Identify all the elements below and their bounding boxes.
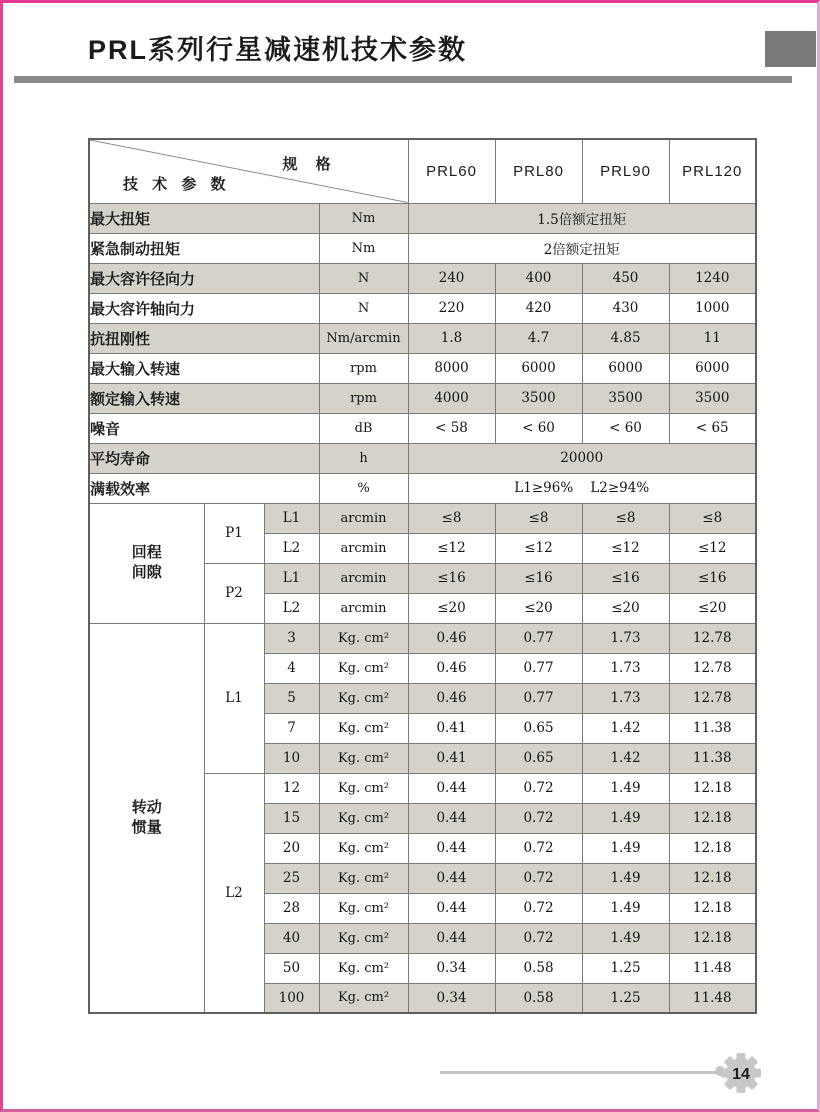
param-label: 最大容许轴向力 (89, 293, 319, 323)
value-cell: ≤20 (669, 593, 756, 623)
value-cell: ≤16 (495, 563, 582, 593)
value-cell: 1240 (669, 263, 756, 293)
section-label-line: 回程 (131, 544, 162, 561)
value-cell: ≤12 (495, 533, 582, 563)
value-cell: ≤16 (408, 563, 495, 593)
corner-label-parameters: 技 术 参 数 (123, 175, 231, 193)
table-row (89, 203, 756, 233)
value-cell: 0.44 (408, 923, 495, 953)
value-cell: < 58 (408, 413, 495, 443)
value-cell: 12.78 (669, 653, 756, 683)
value-cell: 0.72 (495, 923, 582, 953)
value-cell: 0.44 (408, 773, 495, 803)
sub-label: L2 (264, 533, 319, 563)
sub-label: 25 (264, 863, 319, 893)
corner-accent-block (765, 31, 816, 67)
value-cell: 1.42 (582, 743, 669, 773)
group-label: P1 (204, 503, 264, 563)
value-cell: 0.58 (495, 983, 582, 1013)
value-cell: 0.46 (408, 623, 495, 653)
unit-cell: Kg. cm² (319, 653, 408, 683)
value-cell: 6000 (669, 353, 756, 383)
table-row (89, 503, 756, 533)
sub-label: 3 (264, 623, 319, 653)
value-cell: 1.49 (582, 773, 669, 803)
section-label (89, 623, 204, 1013)
table-row (89, 323, 756, 353)
sub-label: 5 (264, 683, 319, 713)
value-cell: 0.72 (495, 893, 582, 923)
unit-cell: h (319, 443, 408, 473)
column-header-prl90: PRL90 (582, 139, 669, 203)
value-cell: 1.49 (582, 893, 669, 923)
corner-label-spec: 规 格 (282, 156, 338, 173)
value-cell: 4.7 (495, 323, 582, 353)
value-cell: 12.18 (669, 833, 756, 863)
value-cell: 12.18 (669, 773, 756, 803)
value-cell: ≤12 (408, 533, 495, 563)
unit-cell: Nm/arcmin (319, 323, 408, 353)
value-cell: 6000 (582, 353, 669, 383)
unit-cell: Kg. cm² (319, 953, 408, 983)
column-header-prl60: PRL60 (408, 139, 495, 203)
value-cell: 12.18 (669, 923, 756, 953)
unit-cell: Nm (319, 233, 408, 263)
value-cell: 1000 (669, 293, 756, 323)
value-cell: 0.41 (408, 713, 495, 743)
value-cell: 12.18 (669, 803, 756, 833)
column-header-prl80: PRL80 (495, 139, 582, 203)
corner-header-cell (89, 139, 408, 203)
unit-cell: Kg. cm² (319, 743, 408, 773)
value-cell: 1.49 (582, 923, 669, 953)
value-cell: 1.49 (582, 863, 669, 893)
sub-label: 20 (264, 833, 319, 863)
unit-cell: dB (319, 413, 408, 443)
value-cell: 0.41 (408, 743, 495, 773)
unit-cell: Kg. cm² (319, 893, 408, 923)
unit-cell: N (319, 293, 408, 323)
value-cell: 1.25 (582, 983, 669, 1013)
value-cell: ≤20 (582, 593, 669, 623)
value-cell: 6000 (495, 353, 582, 383)
value-cell: 1.8 (408, 323, 495, 353)
group-label: L1 (204, 623, 264, 773)
value-cell: 3500 (582, 383, 669, 413)
value-cell: 0.44 (408, 893, 495, 923)
unit-cell: rpm (319, 353, 408, 383)
value-cell: ≤8 (582, 503, 669, 533)
unit-cell: Kg. cm² (319, 623, 408, 653)
value-cell: 0.72 (495, 863, 582, 893)
value-cell: 450 (582, 263, 669, 293)
value-cell: 2倍额定扭矩 (408, 233, 756, 263)
unit-cell: arcmin (319, 503, 408, 533)
value-cell: 240 (408, 263, 495, 293)
table-row (89, 473, 756, 503)
value-cell: 20000 (408, 443, 756, 473)
unit-cell: Kg. cm² (319, 863, 408, 893)
unit-cell: Kg. cm² (319, 923, 408, 953)
value-cell: 1.25 (582, 953, 669, 983)
unit-cell: Kg. cm² (319, 983, 408, 1013)
value-cell: ≤8 (495, 503, 582, 533)
param-label: 平均寿命 (89, 443, 319, 473)
sub-label: L2 (264, 593, 319, 623)
value-cell: 0.44 (408, 833, 495, 863)
param-label: 抗扭刚性 (89, 323, 319, 353)
page-title: PRL系列行星减速机技术参数 (88, 35, 467, 65)
sub-label: L1 (264, 563, 319, 593)
sub-label: 50 (264, 953, 319, 983)
group-label: P2 (204, 563, 264, 623)
value-cell: 400 (495, 263, 582, 293)
page-number: 14 (732, 1066, 750, 1083)
value-cell: 11.48 (669, 953, 756, 983)
param-label: 最大输入转速 (89, 353, 319, 383)
unit-cell: Kg. cm² (319, 773, 408, 803)
value-cell: 0.65 (495, 743, 582, 773)
value-cell: < 65 (669, 413, 756, 443)
value-cell: 3500 (495, 383, 582, 413)
param-label: 满载效率 (89, 473, 319, 503)
unit-cell: Nm (319, 203, 408, 233)
value-cell: ≤12 (582, 533, 669, 563)
table-row (89, 263, 756, 293)
value-cell: 1.5倍额定扭矩 (408, 203, 756, 233)
value-cell: 3500 (669, 383, 756, 413)
value-cell: ≤12 (669, 533, 756, 563)
value-cell: 12.78 (669, 683, 756, 713)
table-row (89, 353, 756, 383)
value-cell: 11.48 (669, 983, 756, 1013)
value-cell: 0.77 (495, 683, 582, 713)
value-cell: 4000 (408, 383, 495, 413)
value-cell: 0.44 (408, 863, 495, 893)
value-cell: 0.72 (495, 833, 582, 863)
sub-label: 28 (264, 893, 319, 923)
value-cell: 0.72 (495, 773, 582, 803)
table-row (89, 233, 756, 263)
value-cell: 1.42 (582, 713, 669, 743)
value-cell: 11 (669, 323, 756, 353)
value-cell: 11.38 (669, 743, 756, 773)
sub-label: 15 (264, 803, 319, 833)
table-row (89, 623, 756, 653)
section-label-line: 惯量 (131, 818, 162, 836)
sub-label: L1 (264, 503, 319, 533)
param-label: 最大扭矩 (89, 203, 319, 233)
value-cell: 1.73 (582, 623, 669, 653)
param-label: 额定输入转速 (89, 383, 319, 413)
value-cell: ≤8 (669, 503, 756, 533)
sub-label: 7 (264, 713, 319, 743)
value-cell: 1.73 (582, 653, 669, 683)
sub-label: 40 (264, 923, 319, 953)
value-cell: ≤16 (669, 563, 756, 593)
unit-cell: arcmin (319, 533, 408, 563)
unit-cell: Kg. cm² (319, 803, 408, 833)
spec-table-body (89, 203, 756, 1013)
unit-cell: Kg. cm² (319, 713, 408, 743)
unit-cell: N (319, 263, 408, 293)
column-header-prl120: PRL120 (669, 139, 756, 203)
value-cell: 12.18 (669, 893, 756, 923)
value-cell: 12.78 (669, 623, 756, 653)
group-label: L2 (204, 773, 264, 1013)
param-label: 噪音 (89, 413, 319, 443)
value-cell: 0.72 (495, 803, 582, 833)
gear-icon (719, 1051, 763, 1095)
value-cell: 0.44 (408, 803, 495, 833)
param-label: 紧急制动扭矩 (89, 233, 319, 263)
spec-table (88, 138, 757, 1014)
unit-cell: arcmin (319, 563, 408, 593)
sub-label: 4 (264, 653, 319, 683)
value-cell: ≤20 (408, 593, 495, 623)
section-label-line: 转动 (131, 798, 162, 816)
value-cell: 1.49 (582, 833, 669, 863)
value-cell: 12.18 (669, 863, 756, 893)
value-cell: 0.77 (495, 623, 582, 653)
header-row (89, 139, 756, 203)
sub-label: 10 (264, 743, 319, 773)
value-cell: ≤16 (582, 563, 669, 593)
table-row (89, 293, 756, 323)
value-cell: 0.46 (408, 683, 495, 713)
section-label (89, 503, 204, 623)
title-underline (14, 76, 792, 83)
value-cell: 0.46 (408, 653, 495, 683)
unit-cell: arcmin (319, 593, 408, 623)
value-cell: 0.77 (495, 653, 582, 683)
section-label-line: 间隙 (131, 564, 162, 581)
value-cell: 1.49 (582, 803, 669, 833)
table-row (89, 413, 756, 443)
sub-label: 12 (264, 773, 319, 803)
value-cell: < 60 (495, 413, 582, 443)
sub-label: 100 (264, 983, 319, 1013)
value-cell: 11.38 (669, 713, 756, 743)
value-cell: 430 (582, 293, 669, 323)
table-row (89, 383, 756, 413)
value-cell: 0.34 (408, 953, 495, 983)
value-cell: 0.34 (408, 983, 495, 1013)
value-cell: 8000 (408, 353, 495, 383)
value-cell: 0.58 (495, 953, 582, 983)
param-label: 最大容许径向力 (89, 263, 319, 293)
value-cell: 220 (408, 293, 495, 323)
value-cell: L1≥96% L2≥94% (408, 473, 756, 503)
value-cell: < 60 (582, 413, 669, 443)
unit-cell: % (319, 473, 408, 503)
unit-cell: Kg. cm² (319, 833, 408, 863)
value-cell: 4.85 (582, 323, 669, 353)
value-cell: 420 (495, 293, 582, 323)
unit-cell: rpm (319, 383, 408, 413)
value-cell: ≤8 (408, 503, 495, 533)
value-cell: ≤20 (495, 593, 582, 623)
value-cell: 0.65 (495, 713, 582, 743)
unit-cell: Kg. cm² (319, 683, 408, 713)
footer-rule (440, 1071, 720, 1074)
table-row (89, 443, 756, 473)
value-cell: 1.73 (582, 683, 669, 713)
